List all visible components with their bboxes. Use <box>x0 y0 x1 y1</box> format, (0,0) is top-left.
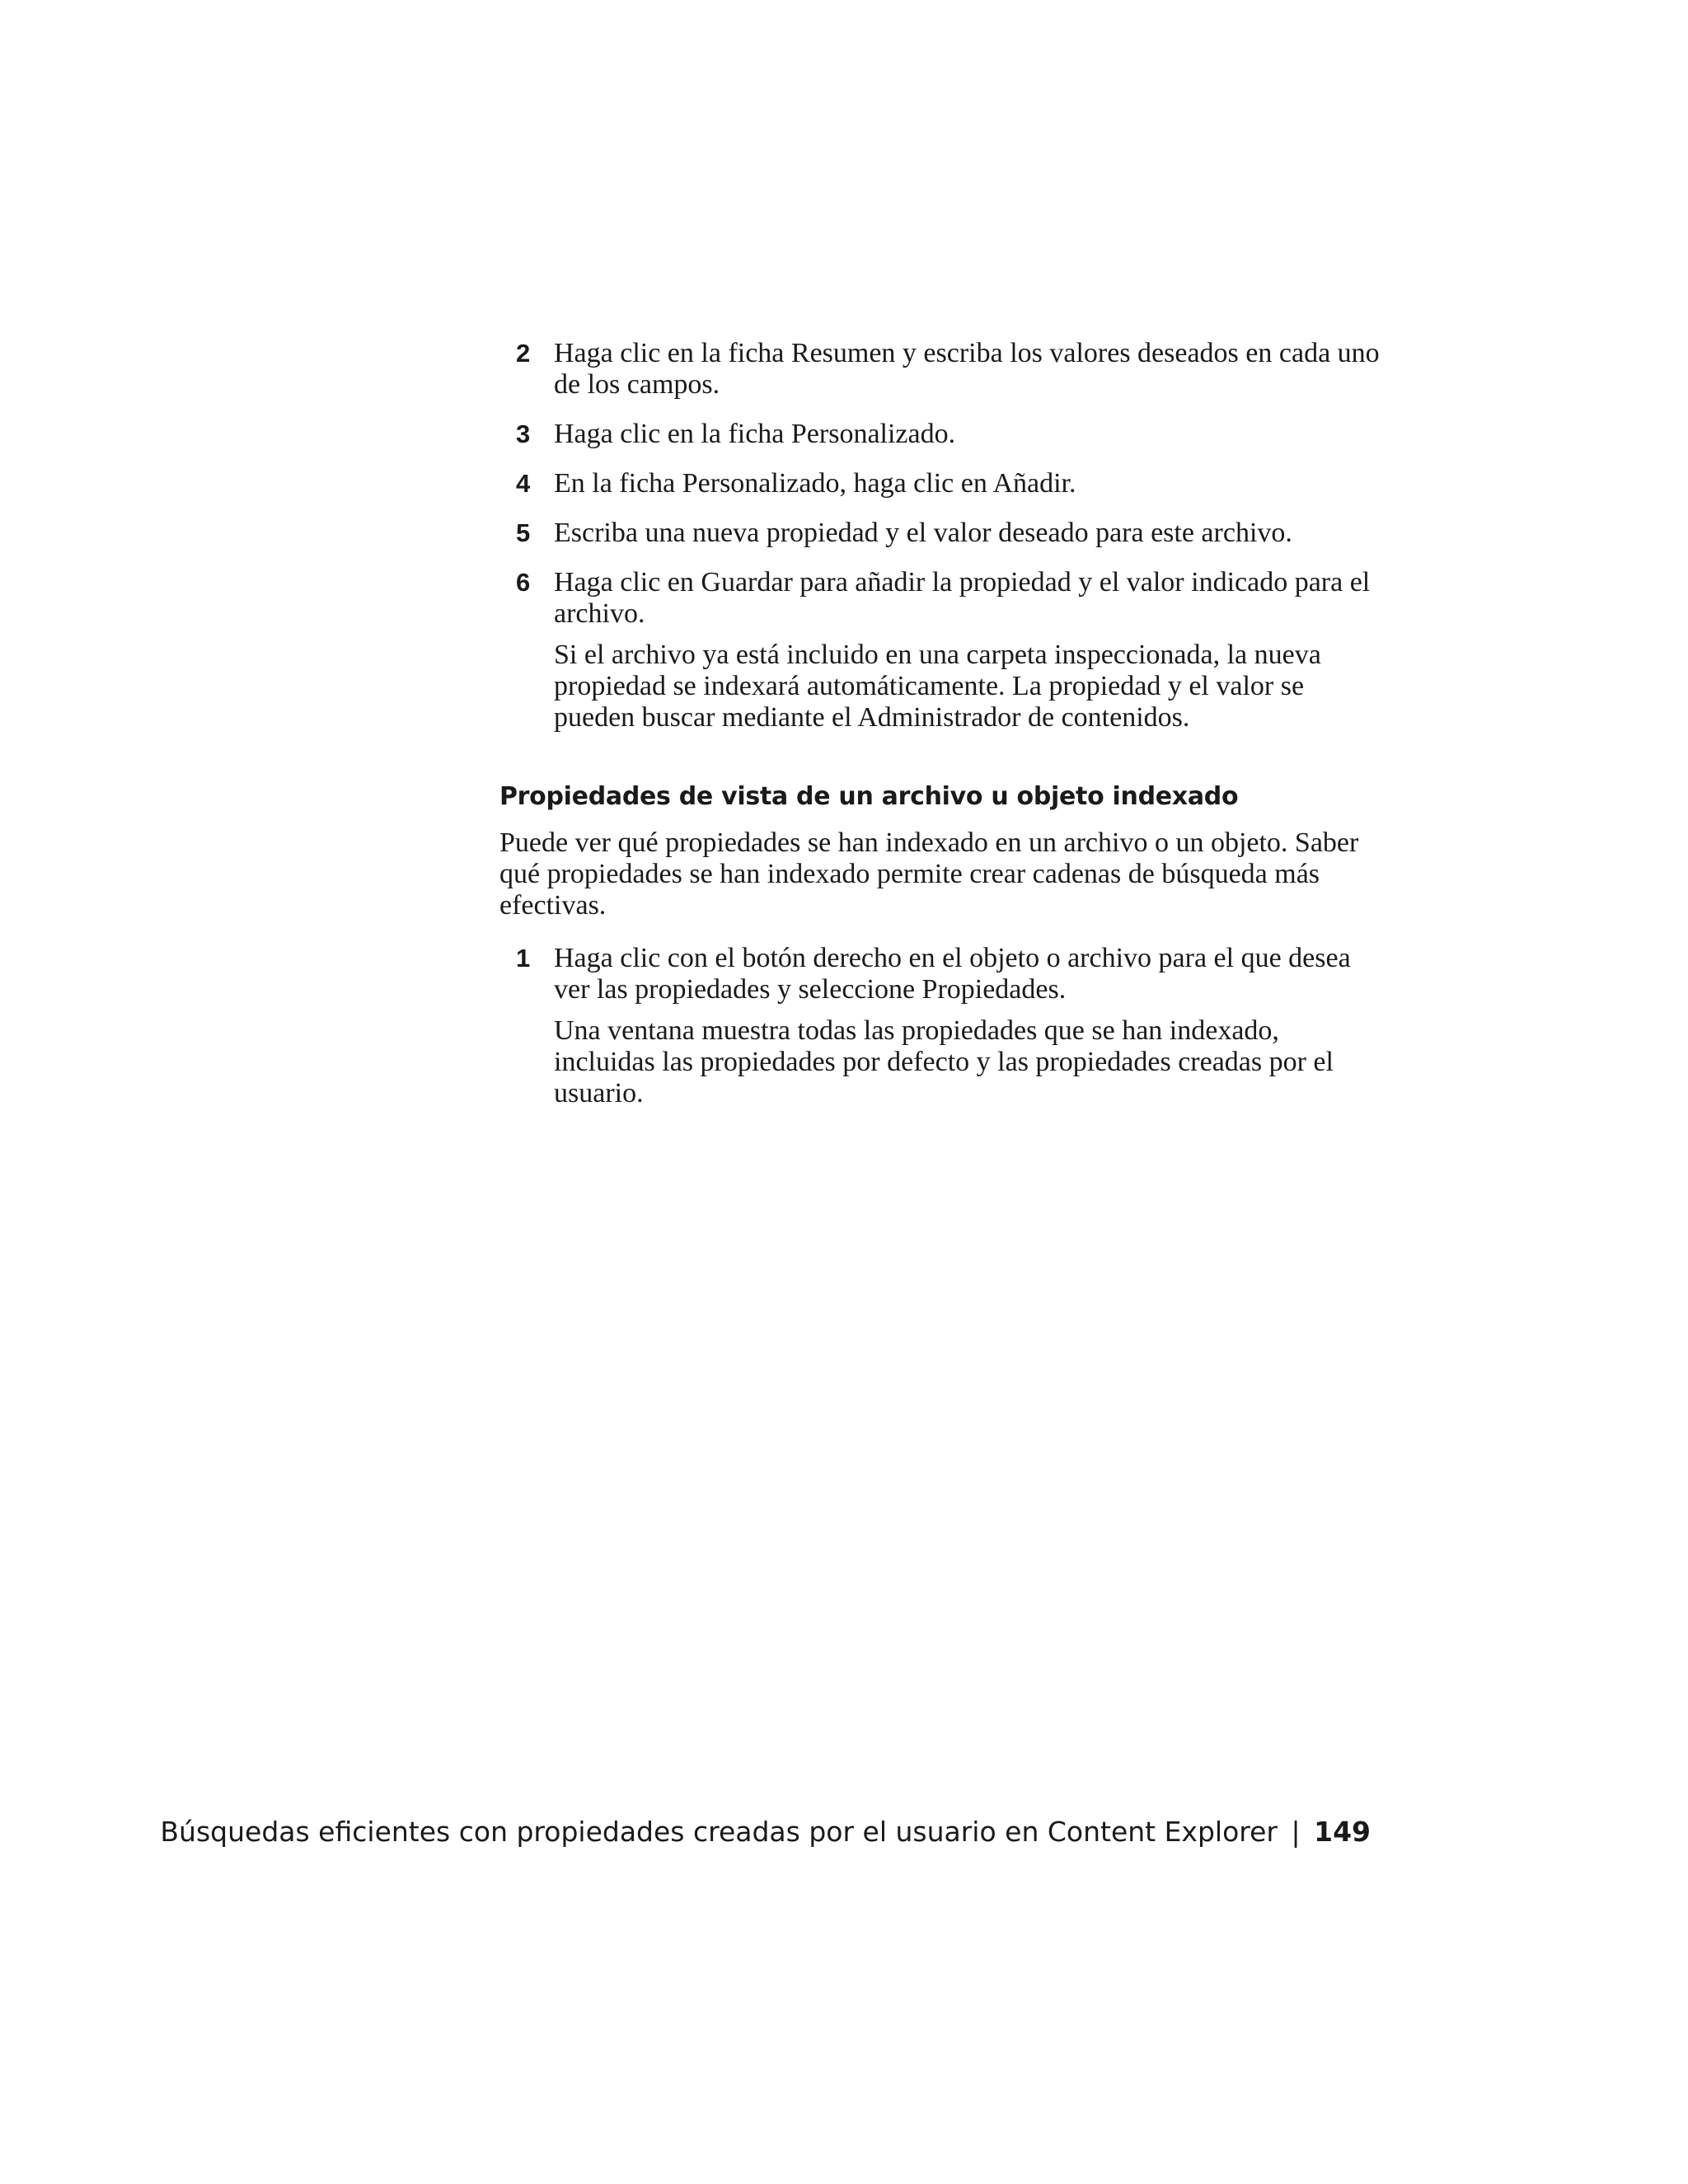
footer-separator: | <box>1291 1816 1301 1848</box>
step-note: Una ventana muestra todas las propiedades que se han indexado, incluidas las propiedades por defecto y las propiedades creadas por el usuario. <box>554 1015 1334 1108</box>
step-text: Haga clic con el botón derecho en el objeto o archivo para el que desea ver las propiedades y seleccione Propiedades. <box>554 943 1351 1005</box>
step-2 <box>499 338 1381 401</box>
step-5 <box>499 518 1381 549</box>
step-text: Haga clic en la ficha Resumen y escriba los valores deseados en cada uno de los campos. <box>554 338 1380 400</box>
section-intro: Puede ver qué propiedades se han indexado en un archivo o un objeto. Saber qué propiedades se han indexado permite crear cadenas de búsqueda más efectivas. <box>499 827 1359 921</box>
section-heading: Propiedades de vista de un archivo u objeto indexado <box>499 782 1239 811</box>
page-number: 149 <box>1314 1816 1371 1848</box>
step-number: 1 <box>516 944 531 972</box>
step-text: Haga clic en Guardar para añadir la propiedad y el valor indicado para el archivo. <box>554 567 1371 629</box>
step-4 <box>499 468 1381 499</box>
step-number: 4 <box>516 469 531 498</box>
step-6 <box>499 567 1381 733</box>
step-number: 5 <box>516 518 531 547</box>
page-content <box>499 338 1381 1127</box>
step-1 <box>499 943 1381 1109</box>
step-text: Haga clic en la ficha Personalizado. <box>554 419 956 449</box>
step-number: 3 <box>516 419 531 448</box>
footer-title: Búsquedas eficientes con propiedades creadas por el usuario en Content Explorer <box>160 1816 1278 1848</box>
step-3 <box>499 419 1381 450</box>
step-text: Escriba una nueva propiedad y el valor deseado para este archivo. <box>554 518 1292 548</box>
step-note: Si el archivo ya está incluido en una carpeta inspeccionada, la nueva propiedad se indexará automáticamente. La propiedad y el valor se pueden buscar mediante el Administrador de contenidos. <box>554 640 1321 733</box>
page-footer <box>160 1815 1371 1849</box>
step-text: En la ficha Personalizado, haga clic en Añadir. <box>554 468 1076 499</box>
step-number: 6 <box>516 568 531 597</box>
step-number: 2 <box>516 339 531 368</box>
